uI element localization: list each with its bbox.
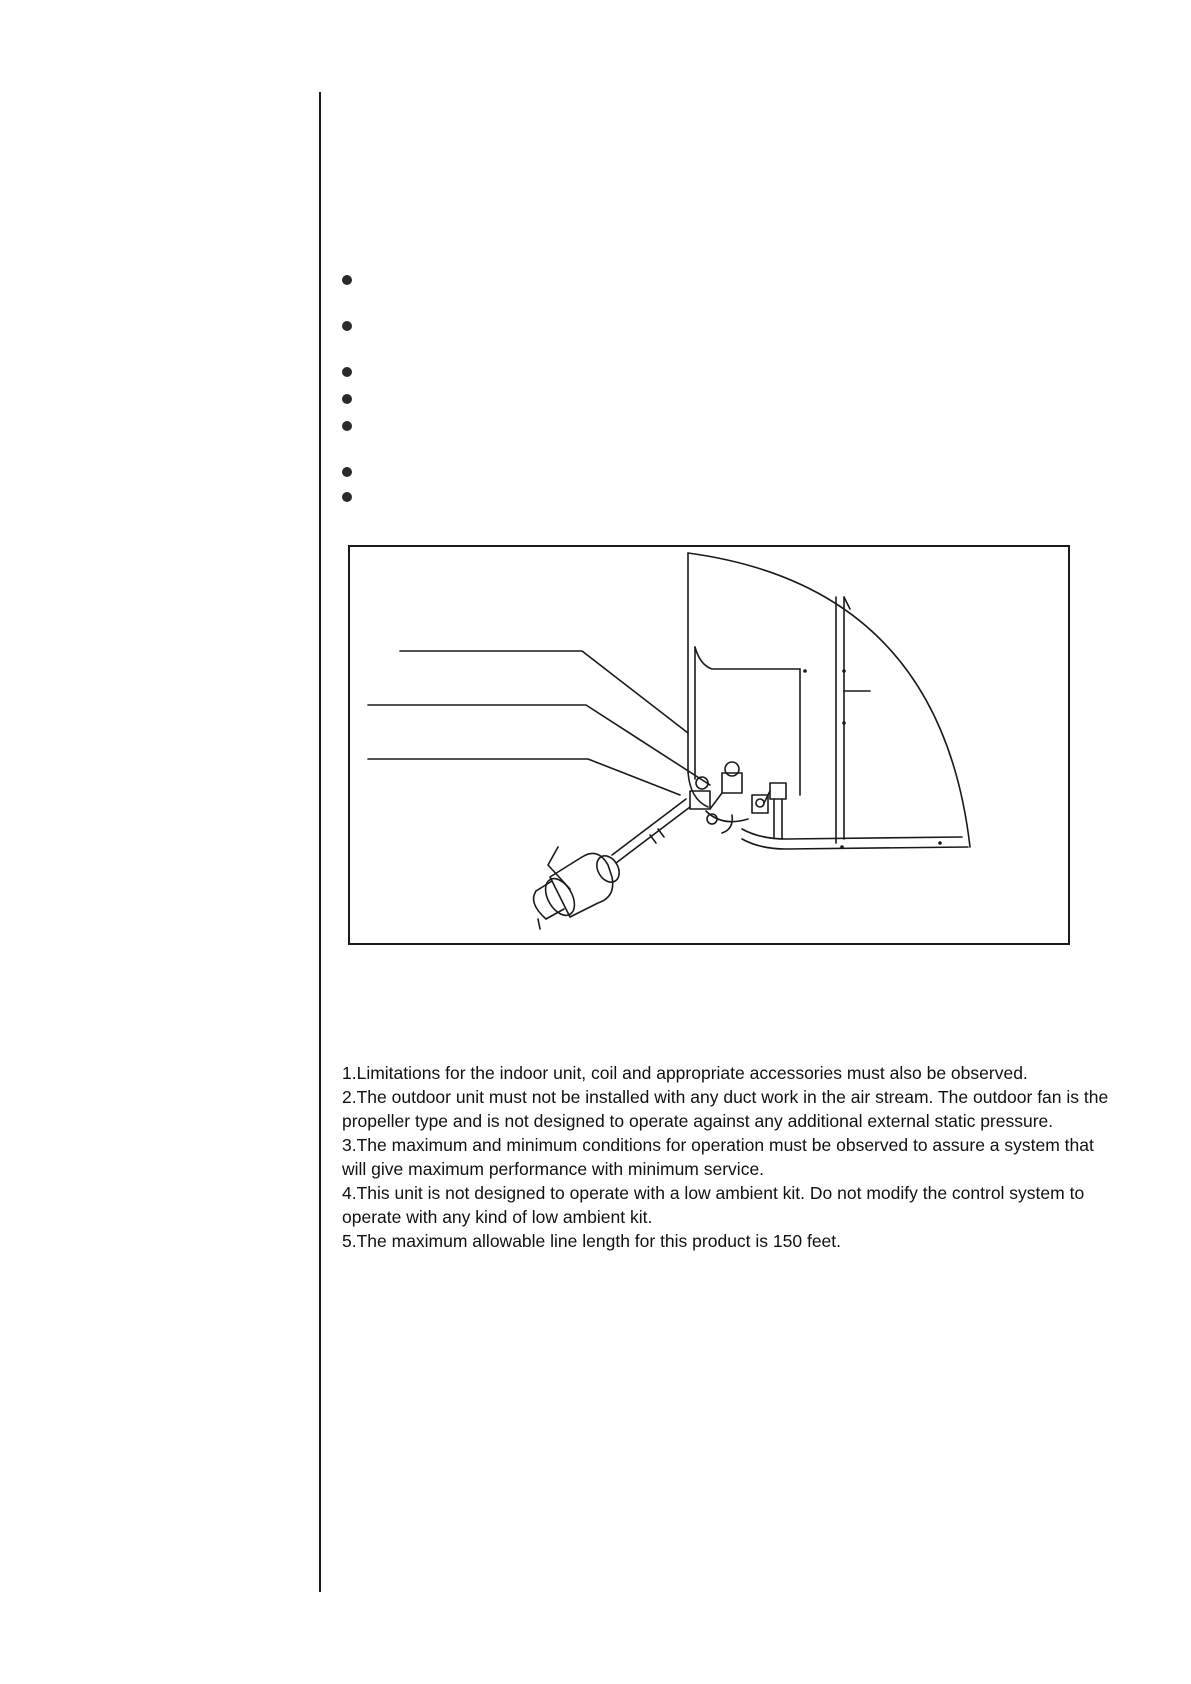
leader-line <box>400 651 688 733</box>
filter-drier <box>550 853 613 917</box>
note-item: 3.The maximum and minimum conditions for operation must be observed to assure a system that will give maximum performance with minimum service. <box>342 1135 1094 1179</box>
bullet-point <box>342 321 352 331</box>
note-item: 5.The maximum allowable line length for this product is 150 feet. <box>342 1231 842 1251</box>
valve-diagram <box>348 545 1070 945</box>
liquid-line <box>616 807 690 863</box>
note-item: 4.This unit is not designed to operate with a low ambient kit. Do not modify the control system to operate with any kind of low ambient kit. <box>342 1183 1085 1227</box>
leader-line <box>368 705 710 785</box>
bullet-point <box>342 275 352 285</box>
cutaway-arc <box>688 553 970 847</box>
note-item: 1.Limitations for the indoor unit, coil and appropriate accessories must also be observed. <box>342 1063 1028 1083</box>
unit-base <box>742 839 968 849</box>
notes-list <box>342 1061 1122 1253</box>
bullet-point <box>342 394 352 404</box>
unit-cabinet <box>688 553 708 807</box>
bullet-point <box>342 467 352 477</box>
bullet-point <box>342 492 352 502</box>
bullet-point <box>342 367 352 377</box>
bullet-point <box>342 421 352 431</box>
leader-line <box>548 847 570 889</box>
leader-line <box>368 759 680 795</box>
note-item: 2.The outdoor unit must not be installed with any duct work in the air stream. The outdoor fan is the propeller type and is not designed to operate against any additional external static pressure. <box>342 1087 1109 1131</box>
margin-rule <box>319 92 321 1592</box>
